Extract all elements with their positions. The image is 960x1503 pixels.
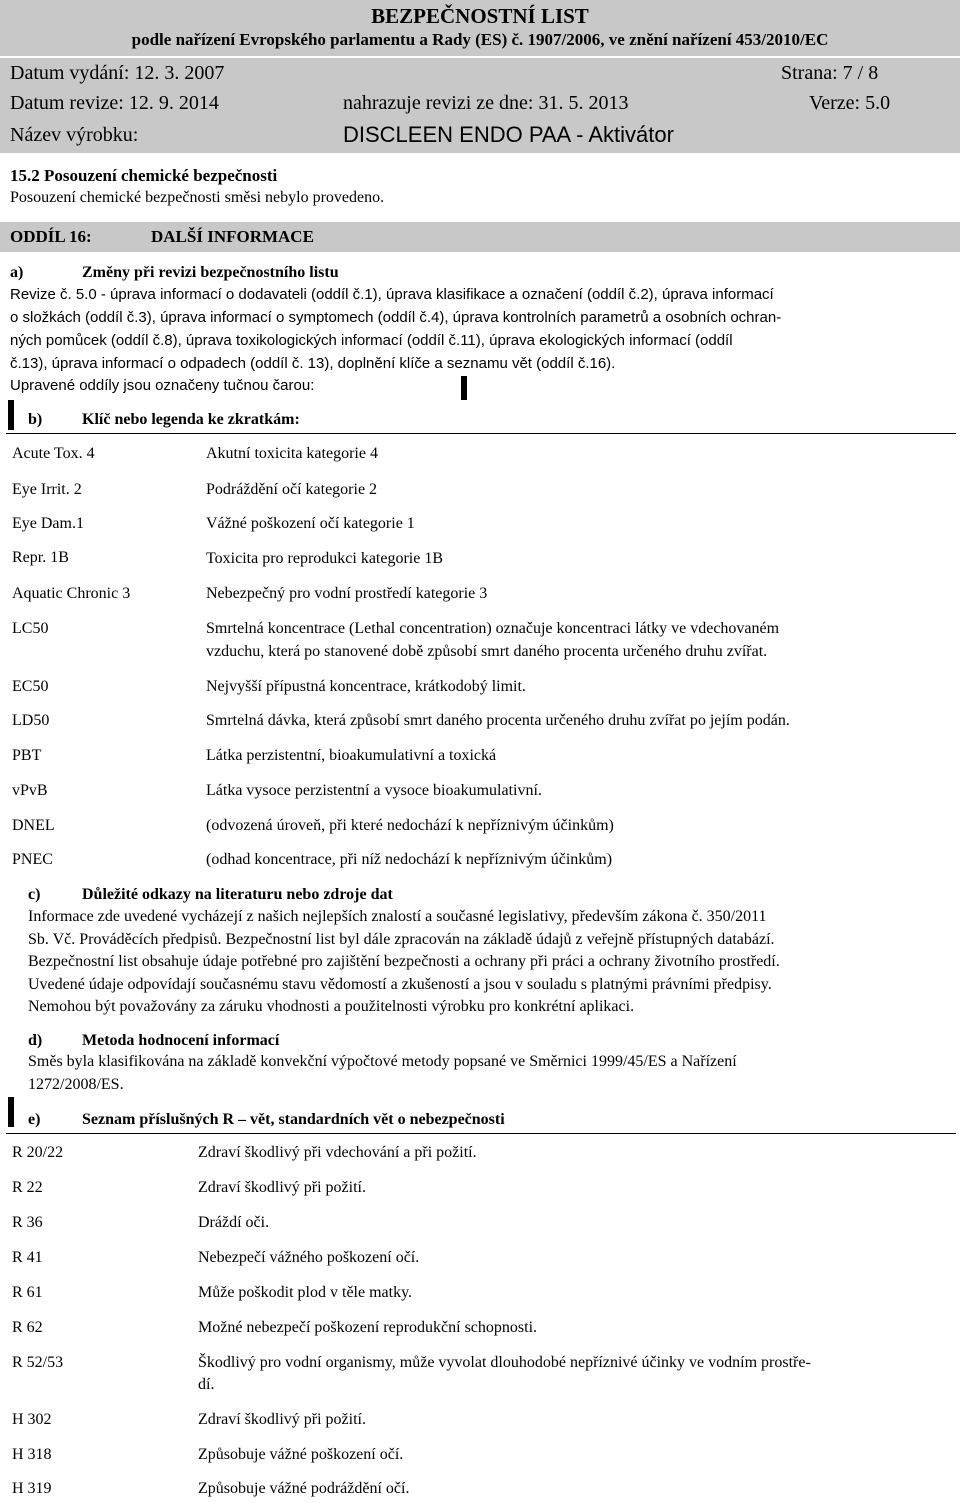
issue-date: Datum vydání: 12. 3. 2007	[10, 62, 225, 84]
phrase-text: Zdraví škodlivý při vdechování a při požití.	[198, 1144, 477, 1161]
replaces-revision: nahrazuje revizi ze dne: 31. 5. 2013	[343, 92, 629, 114]
phrase-text: Způsobuje vážné poškození očí.	[198, 1446, 404, 1463]
phrase-code: R 52/53	[12, 1354, 64, 1371]
phrase-text: Způsobuje vážné podráždění očí.	[198, 1480, 410, 1497]
subsection-d-heading: Metoda hodnocení informací	[82, 1032, 280, 1049]
product-label: Název výrobku:	[10, 124, 139, 146]
revision-text-line: Revize č. 5.0 - úprava informací o dodavateli (oddíl č.1), úprava klasifikace a označení (oddíl č.2), úprava informací	[10, 286, 774, 303]
section-16-label: ODDÍL 16:	[10, 227, 92, 246]
abbreviation-description: Nejvyšší přípustná koncentrace, krátkodobý limit.	[206, 678, 526, 695]
abbreviation: LC50	[12, 620, 49, 637]
subsection-a-heading: Změny při revizi bezpečnostního listu	[82, 264, 339, 281]
revision-text-line: ných pomůcek (oddíl č.8), úprava toxikologických informací (oddíl č.11), úprava ekologických informací (oddíl	[10, 332, 733, 349]
section-16-band	[0, 222, 960, 252]
phrase-code: R 36	[12, 1214, 43, 1231]
version: Verze: 5.0	[809, 92, 891, 114]
abbreviation-description: Toxicita pro reprodukci kategorie 1B	[206, 550, 444, 567]
subsection-c-marker: c)	[28, 886, 41, 903]
abbreviation-description: Podráždění očí kategorie 2	[206, 481, 378, 498]
subsection-e-heading: Seznam příslušných R – vět, standardních vět o nebezpečnosti	[82, 1111, 505, 1128]
subsection-b-heading: Klíč nebo legenda ke zkratkám:	[82, 411, 300, 428]
table-rule	[6, 433, 956, 434]
revision-marker-bar	[8, 1097, 14, 1127]
method-text-line: 1272/2008/ES.	[28, 1076, 124, 1093]
phrase-code: R 61	[12, 1284, 43, 1301]
abbreviation-description: Vážné poškození očí kategorie 1	[206, 515, 415, 532]
abbreviation: Repr. 1B	[12, 549, 69, 566]
references-text-line: Uvedené údaje odpovídají současnému stavu vědomostí a zkušeností a jsou v souladu s platnými právními předpisy.	[28, 976, 772, 993]
phrase-text: Zdraví škodlivý při požití.	[198, 1179, 366, 1196]
subsection-e-marker: e)	[28, 1111, 41, 1128]
phrase-code: H 319	[12, 1480, 52, 1497]
abbreviation-description: Akutní toxicita kategorie 4	[206, 445, 378, 462]
phrase-text: Škodlivý pro vodní organismy, může vyvolat dlouhodobé nepříznivé účinky ve vodním prostře-	[198, 1354, 811, 1371]
phrase-code: R 22	[12, 1179, 43, 1196]
method-text-line: Směs byla klasifikována na základě konvekční výpočtové metody popsané ve Směrnici 1999/45/ES a Nařízení	[28, 1053, 737, 1070]
abbreviation-description: Látka perzistentní, bioakumulativní a toxická	[206, 747, 497, 764]
document-title: BEZPEČNOSTNÍ LIST	[371, 4, 589, 28]
phrase-code: H 302	[12, 1411, 52, 1428]
abbreviation: vPvB	[12, 782, 48, 799]
phrase-code: H 318	[12, 1446, 52, 1463]
regulation-subtitle: podle nařízení Evropského parlamentu a Rady (ES) č. 1907/2006, ve znění nařízení 453/2010/EC	[131, 30, 829, 49]
phrase-code: R 20/22	[12, 1144, 64, 1161]
phrase-code: R 41	[12, 1249, 43, 1266]
abbreviation-description: Nebezpečný pro vodní prostředí kategorie 3	[206, 585, 488, 602]
abbreviation-description: Smrtelná koncentrace (Lethal concentration) označuje koncentraci látky ve vdechovaném	[206, 620, 780, 637]
revision-marker-bar	[8, 400, 14, 430]
abbreviation: Aquatic Chronic 3	[12, 585, 131, 602]
abbreviation-description: Smrtelná dávka, která způsobí smrt daného procenta určeného druhu zvířat po jejím podán.	[206, 712, 790, 729]
references-text-line: Sb. Vč. Prováděcích předpisů. Bezpečnostní list byl dále zpracován na základě údajů z veřejně přístupných databází.	[28, 931, 775, 948]
abbreviation: Acute Tox. 4	[12, 445, 95, 462]
section-15-2-heading: 15.2 Posouzení chemické bezpečnosti	[10, 166, 278, 185]
revision-date: Datum revize: 12. 9. 2014	[10, 92, 219, 114]
phrase-text: Může poškodit plod v těle matky.	[198, 1284, 413, 1301]
abbreviation: PNEC	[12, 851, 53, 868]
phrase-text: Možné nebezpečí poškození reprodukční schopnosti.	[198, 1319, 538, 1336]
abbreviation: PBT	[12, 747, 42, 764]
phrase-code: R 62	[12, 1319, 43, 1336]
abbreviation: Eye Irrit. 2	[12, 481, 82, 498]
phrase-text: Dráždí oči.	[198, 1214, 270, 1231]
abbreviation-description: Látka vysoce perzistentní a vysoce bioakumulativní.	[206, 782, 542, 799]
abbreviation-description: (odhad koncentrace, při níž nedochází k nepříznivým účinkům)	[206, 851, 613, 868]
subsection-b-marker: b)	[28, 411, 43, 428]
product-name: DISCLEEN ENDO PAA - Aktivátor	[343, 122, 674, 147]
phrase-text: Nebezpečí vážného poškození očí.	[198, 1249, 420, 1266]
revision-text-line: o složkách (oddíl č.3), úprava informací o symptomech (oddíl č.4), úprava kontrolních parametrů a osobních ochran-	[10, 309, 782, 326]
abbreviation: LD50	[12, 712, 50, 729]
references-text-line: Nemohou být považovány za záruku vhodnosti a použitelnosti výrobku pro konkrétní aplikaci.	[28, 998, 635, 1015]
subsection-c-heading: Důležité odkazy na literaturu nebo zdroje dat	[82, 886, 393, 903]
page-number: Strana: 7 / 8	[781, 62, 879, 84]
subsection-d-marker: d)	[28, 1032, 43, 1049]
abbreviation: DNEL	[12, 817, 55, 834]
references-text-line: Bezpečnostní list obsahuje údaje potřebné pro zajištění bezpečnosti a ochrany při práci a ochrany životního prostředí.	[28, 953, 780, 970]
revision-marker-bar	[461, 376, 467, 400]
references-text-line: Informace zde uvedené vycházejí z našich nejlepších znalostí a současné legislativy, především zákona č. 350/2011	[28, 908, 767, 925]
revision-text-line: č.13), úprava informací o odpadech (oddíl č. 13), doplnění klíče a seznamu vět (oddíl č.16).	[10, 355, 616, 372]
revision-text-line: Upravené oddíly jsou označeny tučnou čarou:	[10, 377, 315, 394]
subsection-a-marker: a)	[10, 264, 24, 281]
abbreviation-description: (odvozená úroveň, při které nedochází k nepříznivým účinkům)	[206, 817, 614, 834]
phrase-text: dí.	[198, 1376, 215, 1393]
phrase-text: Zdraví škodlivý při požití.	[198, 1411, 366, 1428]
section-16-title: DALŠÍ INFORMACE	[151, 227, 314, 246]
section-15-2-text: Posouzení chemické bezpečnosti směsi nebylo provedeno.	[10, 189, 385, 206]
abbreviation: EC50	[12, 678, 49, 695]
table-rule	[6, 1133, 956, 1134]
abbreviation: Eye Dam.1	[12, 515, 84, 532]
abbreviation-description: vzduchu, která po stanovené době způsobí smrt daného procenta určeného druhu zvířat.	[206, 643, 768, 660]
